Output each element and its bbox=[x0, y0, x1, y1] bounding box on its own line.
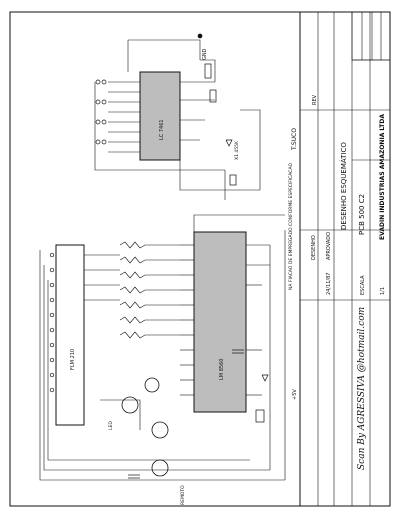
transistors bbox=[122, 378, 168, 476]
led-label: LED bbox=[109, 421, 114, 430]
checked-label: APROVADO bbox=[326, 231, 332, 260]
resistor-bank bbox=[120, 242, 180, 338]
upper-ic bbox=[140, 72, 180, 160]
left-connector-pins bbox=[50, 253, 54, 392]
date-value: 24/11/87 bbox=[326, 272, 332, 295]
upper-switches bbox=[96, 80, 106, 144]
lower-ic bbox=[194, 232, 246, 412]
revision-label: REV bbox=[312, 94, 318, 105]
scale-label: ESCALA bbox=[360, 275, 366, 295]
title-line2: PCB 500 C2 bbox=[358, 193, 366, 235]
lower-wiring bbox=[40, 215, 285, 480]
company-name: EVADIN INDUSTRIAS AMAZONIA LTDA bbox=[379, 114, 386, 240]
sheet-number: 1/1 bbox=[380, 286, 386, 295]
code-label: T.SUCO bbox=[291, 128, 298, 150]
left-connector bbox=[56, 245, 84, 425]
scan-credit: Scan By AGRESSIVA @hotmail.com bbox=[357, 306, 367, 470]
drawn-label: DESENHO bbox=[311, 235, 317, 260]
title-line1: DESENHO ESQUEMÁTICO bbox=[340, 142, 348, 230]
supply-label: +5V bbox=[292, 389, 298, 400]
ground-label: GND bbox=[202, 48, 208, 60]
note-top: NA FIACAO DE EMPREGADO CONFORME ESPECIFICACAO bbox=[289, 163, 294, 290]
osc-label: X1 455K bbox=[235, 141, 240, 160]
svg-text:LC 7461: LC 7461 bbox=[159, 119, 165, 140]
remote-label: REMOTO bbox=[181, 485, 186, 505]
svg-text:LM 8560: LM 8560 bbox=[219, 358, 225, 380]
svg-text:FLM 210: FLM 210 bbox=[70, 348, 76, 370]
